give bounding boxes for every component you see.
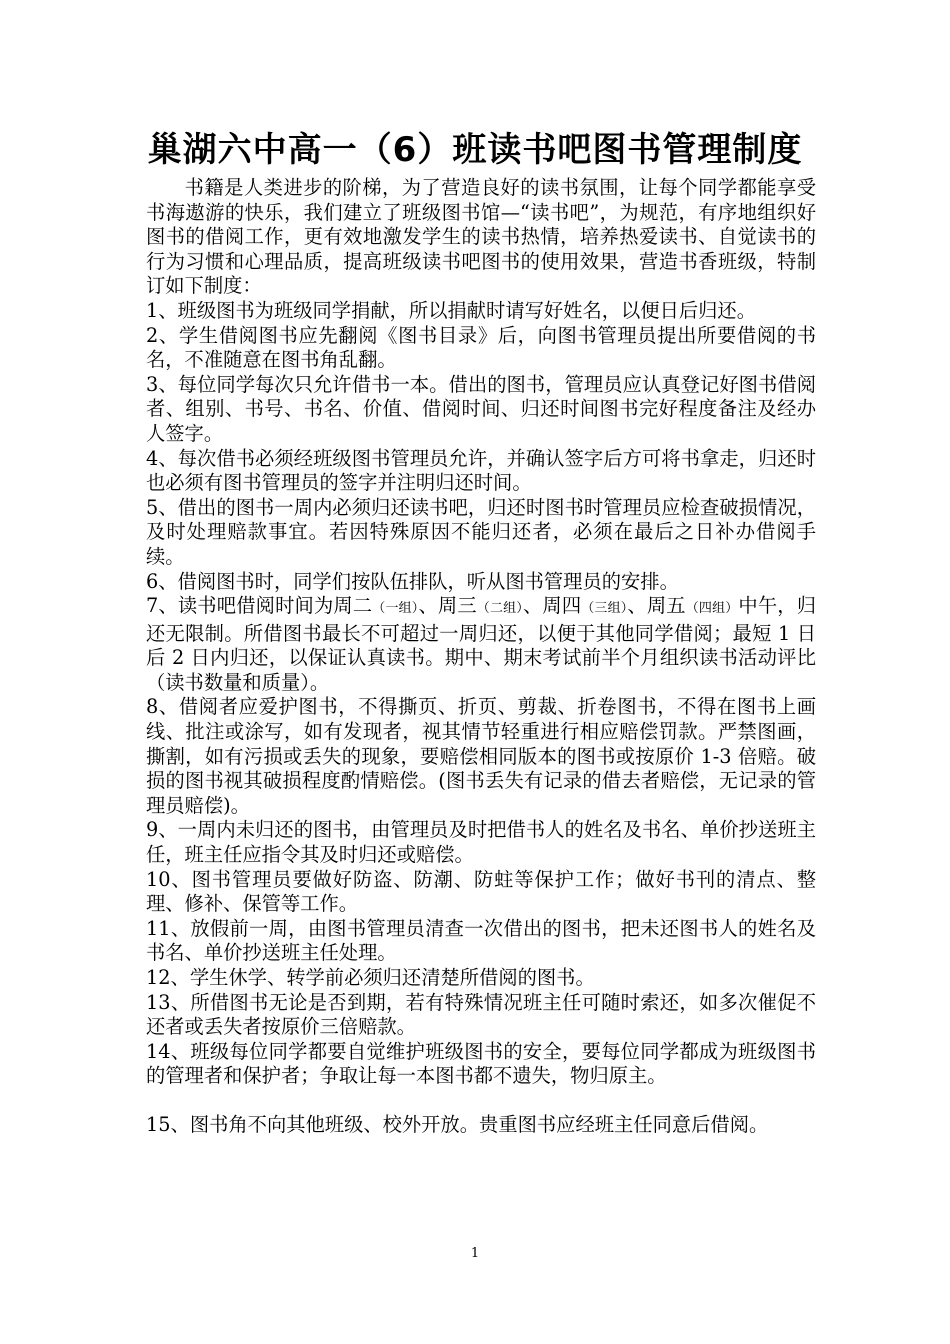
rule-7	[146, 594, 816, 695]
rule-7-group-1: （一组）	[372, 601, 419, 617]
rule-7-text-3: 、周四	[522, 594, 582, 618]
rule-7-group-3: （三组）	[581, 601, 628, 617]
intro-paragraph: 书籍是人类进步的阶梯，为了营造良好的读书氛围，让每个同学都能享受书海遨游的快乐，我们建立了班级图书馆—“读书吧”，为规范，有序地组织好图书的借阅工作，更有效地激发学生的读书热情，培养热爱读书、自觉读书的行为习惯和心理品质，提高班级读书吧图书的使用效果，营造书香班级，特制订如下制度：	[146, 176, 816, 298]
rule-6: 6、借阅图书时，同学们按队伍排队，听从图书管理员的安排。	[146, 569, 679, 593]
rule-15: 15、图书角不向其他班级、校外开放。贵重图书应经班主任同意后借阅。	[146, 1112, 769, 1136]
rule-7-text-5: 中午，归还无限制。所借图书最长不可超过一周归还，以便于其他同学借阅；最短 1 日后 2 日内归还，以保证认真读书。期中、期末考试前半个月组织读书活动评比（读书数量和质量）。	[146, 594, 817, 694]
rule-8: 8、借阅者应爱护图书，不得撕页、折页、剪裁、折卷图书，不得在图书上画线、批注或涂写，如有发现者，视其情节轻重进行相应赔偿罚款。严禁图画，撕割，如有污损或丢失的现象，要赔偿相同版本的图书或按原价 1-3 倍赔。破损的图书视其破损程度酌情赔偿。(图书丢失有记录的借去者赔偿，无记录的管理员赔偿)。	[146, 695, 816, 817]
rule-3: 3、每位同学每次只允许借书一本。借出的图书，管理员应认真登记好图书借阅者、组别、书号、书名、价值、借阅时间、归还时间图书完好程度备注及经办人签字。	[146, 372, 816, 445]
rule-2: 2、学生借阅图书应先翻阅《图书目录》后，向图书管理员提出所要借阅的书名，不准随意在图书角乱翻。	[146, 323, 816, 372]
rule-11: 11、放假前一周，由图书管理员清查一次借出的图书，把未还图书人的姓名及书名、单价抄送班主任处理。	[146, 916, 816, 965]
page-number: 1	[470, 1246, 480, 1261]
rule-12: 12、学生休学、转学前必须归还清楚所借阅的图书。	[146, 966, 595, 989]
rule-4: 4、每次借书必须经班级图书管理员允许，并确认签字后方可将书拿走，归还时也必须有图书管理员的签字并注明归还时间。	[146, 446, 816, 495]
rule-7-group-2: （二组）	[476, 601, 523, 617]
rule-5: 5、借出的图书一周内必须归还读书吧，归还时图书时管理员应检查破损情况，及时处理赔款事宜。若因特殊原因不能归还者，必须在最后之日补办借阅手续。	[146, 495, 816, 568]
document-title: 巢湖六中高一（6）班读书吧图书管理制度	[147, 130, 803, 170]
rule-14: 14、班级每位同学都要自觉维护班级图书的安全，要每位同学都成为班级图书的管理者和保护者；争取让每一本图书都不遗失，物归原主。	[146, 1039, 816, 1088]
document-body	[146, 176, 816, 1138]
rule-7-group-4: （四组）	[685, 601, 739, 617]
rule-10: 10、图书管理员要做好防盗、防潮、防蛀等保护工作；做好书刊的清点、整理、修补、保管等工作。	[146, 867, 816, 916]
rule-9: 9、一周内未归还的图书，由管理员及时把借书人的姓名及书名、单价抄送班主任，班主任应指令其及时归还或赔偿。	[146, 818, 816, 867]
rule-7-text-4: 、周五	[627, 594, 686, 618]
rule-13: 13、所借图书无论是否到期，若有特殊情况班主任可随时索还，如多次催促不还者或丢失者按原价三倍赔款。	[146, 990, 816, 1039]
rule-7-text-1: 7、读书吧借阅时间为周二	[146, 594, 373, 618]
rule-7-text-2: 、周三	[418, 594, 477, 618]
rule-1: 1、班级图书为班级同学捐献，所以捐献时请写好姓名，以便日后归还。	[146, 298, 756, 322]
